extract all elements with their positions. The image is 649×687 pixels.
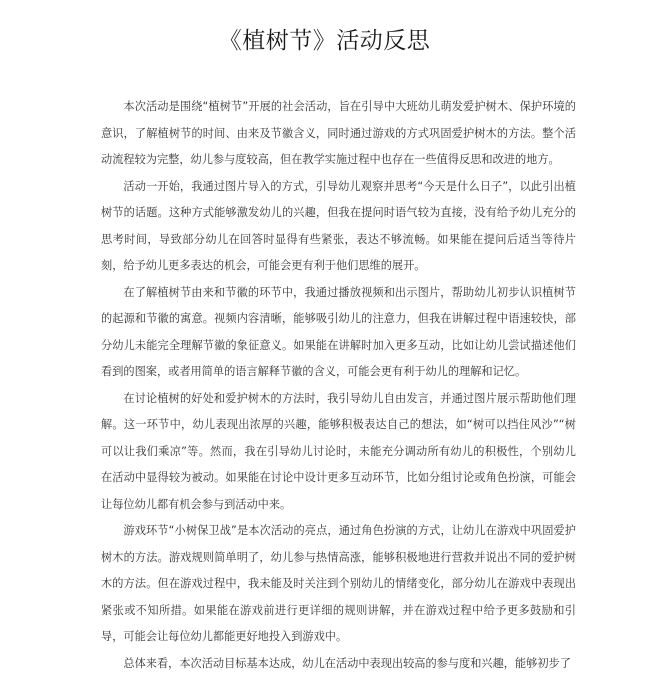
paragraph: 在讨论植树的好处和爱护树木的方法时，我引导幼儿自由发言，并通过图片展示帮助他们理解。这一环节中，幼儿表现出浓厚的兴趣，能够积极表达自己的想法，如“树可以挡住风沙”“树可以让我们乘凉”等。然而，我在引导幼儿讨论时，未能充分调动所有幼儿的积极性，个别幼儿在活动中显得较为被动。如果能在讨论中设计更多互动环节，比如分组讨论或角色扮演，可能会让每位幼儿都有机会参与到活动中来。 <box>101 391 576 511</box>
paragraph: 在了解植树节由来和节徽的环节中，我通过播放视频和出示图片，帮助幼儿初步认识植树节的起源和节徽的寓意。视频内容清晰，能够吸引幼儿的注意力，但我在讲解过程中语速较快，部分幼儿未能完全理解节徽的象征意义。如果能在讲解时加入更多互动，比如让幼儿尝试描述他们看到的图案，或者用简单的语言解释节徽的含义，可能会更有利于幼儿的理解和记忆。 <box>101 285 576 378</box>
paragraph: 游戏环节“小树保卫战”是本次活动的亮点，通过角色扮演的方式，让幼儿在游戏中巩固爱护树木的方法。游戏规则简单明了，幼儿参与热情高涨，能够积极地进行营救并说出不同的爱护树木的方法。但在游戏过程中，我未能及时关注到个别幼儿的情绪变化，部分幼儿在游戏中表现出紧张或不知所措。如果能在游戏前进行更详细的规则讲解，并在游戏过程中给予更多鼓励和引导，可能会让每位幼儿都能更好地投入到游戏中。 <box>101 524 576 643</box>
paragraph: 本次活动是围绕“植树节”开展的社会活动，旨在引导中大班幼儿萌发爱护树木、保护环境的意识，了解植树节的时间、由来及节徽含义，同时通过游戏的方式巩固爱护树木的方法。整个活动流程较为完整，幼儿参与度较高，但在教学实施过程中也存在一些值得反思和改进的地方。 <box>101 100 576 166</box>
paragraph: 总体来看，本次活动目标基本达成，幼儿在活动中表现出较高的参与度和兴趣，能够初步了 <box>123 656 571 670</box>
paragraph: 活动一开始，我通过图片导入的方式，引导幼儿观察并思考“今天是什么日子”，以此引出植树节的话题。这种方式能够激发幼儿的兴趣，但我在提问时语气较为直接，没有给予幼儿充分的思考时间，导致部分幼儿在回答时显得有些紧张，表达不够流畅。如果能在提问后适当等待片刻，给予幼儿更多表达的机会，可能会更有利于他们思维的展开。 <box>101 179 576 272</box>
page-title: 《植树节》活动反思 <box>218 28 431 54</box>
document-body <box>101 94 576 677</box>
